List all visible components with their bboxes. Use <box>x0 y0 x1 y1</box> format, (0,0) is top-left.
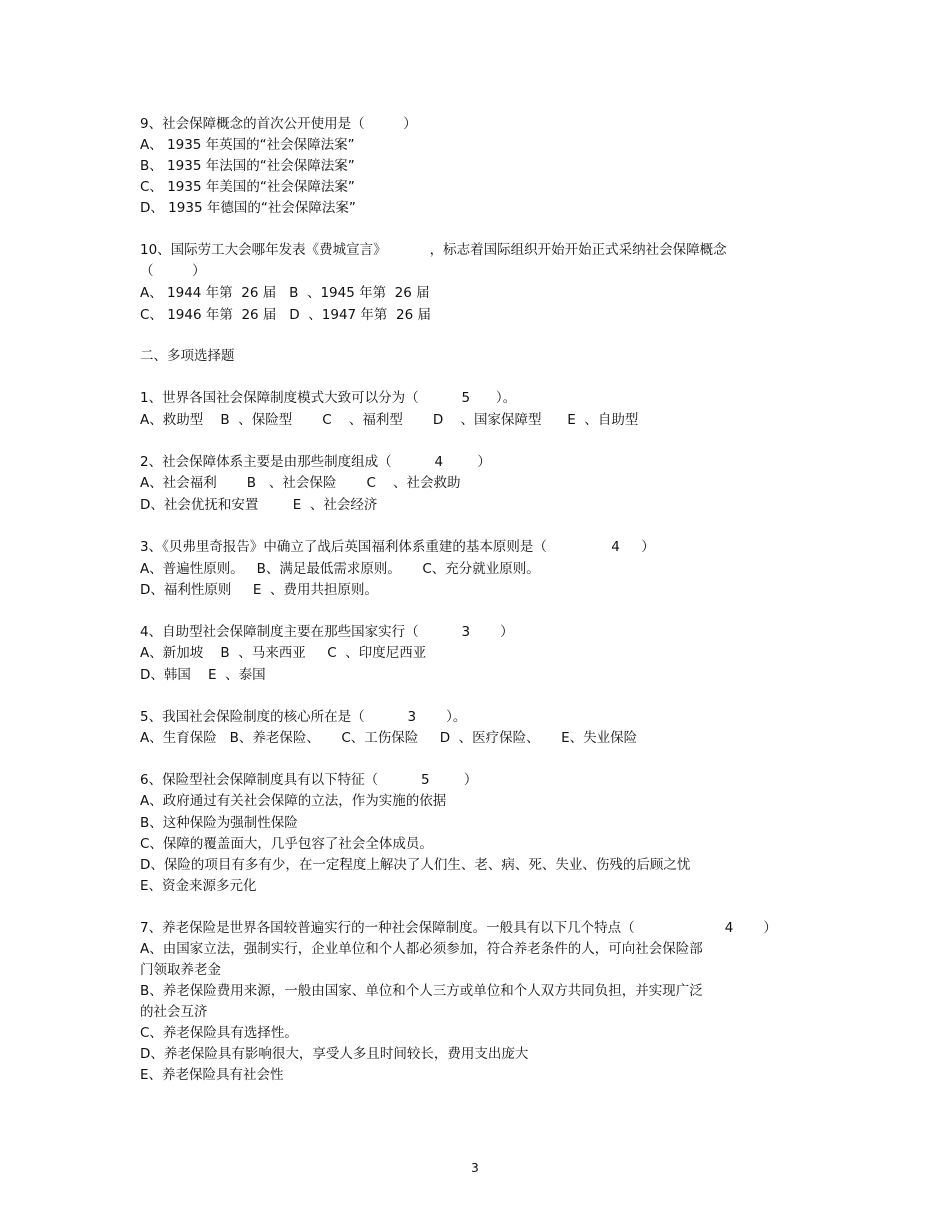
mc-question-6-option-a: A、政府通过有关社会保障的立法，作为实施的依据 <box>140 793 447 809</box>
mc-question-5-stem: 5、我国社会保险制度的核心所在是（ 3 ）。 <box>140 709 467 725</box>
mc-question-7-option-b: B、养老保险费用来源，一般由国家、单位和个人三方或单位和个人双方共同负担，并实现广泛 <box>140 983 703 999</box>
section-title-multiple-choice: 二、多项选择题 <box>140 348 235 364</box>
question-10-options-ab: A、 1944 年第 26 届 B 、1945 年第 26 届 <box>140 285 430 301</box>
mc-question-7-option-b-continued: 的社会互济 <box>140 1004 208 1020</box>
mc-question-3-options-abc: A、普遍性原则。 B、满足最低需求原则。 C、充分就业原则。 <box>140 561 540 577</box>
mc-question-3-options-de: D、福利性原则 E 、费用共担原则。 <box>140 582 378 598</box>
mc-question-6-option-e: E、资金来源多元化 <box>140 878 257 894</box>
question-9-option-b: B、 1935 年法国的“社会保障法案” <box>140 158 355 174</box>
question-9-stem: 9、社会保障概念的首次公开使用是（ ） <box>140 116 417 132</box>
mc-question-7-option-c: C、养老保险具有选择性。 <box>140 1025 298 1041</box>
question-10-options-cd: C、 1946 年第 26 届 D 、1947 年第 26 届 <box>140 307 431 323</box>
mc-question-4-stem: 4、自助型社会保障制度主要在那些国家实行（ 3 ） <box>140 624 514 640</box>
mc-question-2-options-de: D、社会优抚和安置 E 、社会经济 <box>140 497 378 513</box>
mc-question-4-options-abc: A、新加坡 B 、马来西亚 C 、印度尼西亚 <box>140 645 427 661</box>
mc-question-1-options: A、救助型 B 、保险型 C 、福利型 D 、国家保障型 E 、自助型 <box>140 412 639 428</box>
mc-question-7-stem: 7、养老保险是世界各国较普遍实行的一种社会保障制度。一般具有以下几个特点（ 4 ） <box>140 920 777 936</box>
mc-question-7-option-d: D、养老保险具有影响很大，享受人多且时间较长，费用支出庞大 <box>140 1046 529 1062</box>
page-number: 3 <box>471 1161 479 1175</box>
mc-question-1-stem: 1、世界各国社会保障制度模式大致可以分为（ 5 ）。 <box>140 390 517 406</box>
question-9-option-d: D、 1935 年德国的“社会保障法案” <box>140 200 356 216</box>
mc-question-6-option-b: B、这种保险为强制性保险 <box>140 815 298 831</box>
question-9-option-a: A、 1935 年英国的“社会保障法案” <box>140 137 355 153</box>
mc-question-7-option-e: E、养老保险具有社会性 <box>140 1067 284 1083</box>
question-10-stem: 10、国际劳工大会哪年发表《费城宣言》 ，标志着国际组织开始开始正式采纳社会保障概念 <box>140 242 727 258</box>
mc-question-7-option-a-continued: 门领取养老金 <box>140 962 221 978</box>
question-10-stem-continuation: （ ） <box>140 263 206 279</box>
question-9-option-c: C、 1935 年美国的“社会保障法案” <box>140 179 355 195</box>
mc-question-3-stem: 3、《贝弗里奇报告》中确立了战后英国福利体系重建的基本原则是（ 4 ） <box>140 539 655 555</box>
mc-question-4-options-de: D、韩国 E 、泰国 <box>140 667 266 683</box>
mc-question-5-options: A、生育保险 B、养老保险、 C、工伤保险 D 、医疗保险、 E、失业保险 <box>140 730 638 746</box>
mc-question-6-stem: 6、保险型社会保障制度具有以下特征（ 5 ） <box>140 772 478 788</box>
mc-question-2-options-abc: A、社会福利 B 、社会保险 C 、社会救助 <box>140 475 461 491</box>
mc-question-7-option-a: A、由国家立法，强制实行，企业单位和个人都必须参加，符合养老条件的人，可向社会保险部 <box>140 941 703 957</box>
mc-question-6-option-c: C、保障的覆盖面大，几乎包容了社会全体成员。 <box>140 836 433 852</box>
mc-question-2-stem: 2、社会保障体系主要是由那些制度组成（ 4 ） <box>140 454 491 470</box>
mc-question-6-option-d: D、保险的项目有多有少，在一定程度上解决了人们生、老、病、死、失业、伤残的后顾之忧 <box>140 857 691 873</box>
